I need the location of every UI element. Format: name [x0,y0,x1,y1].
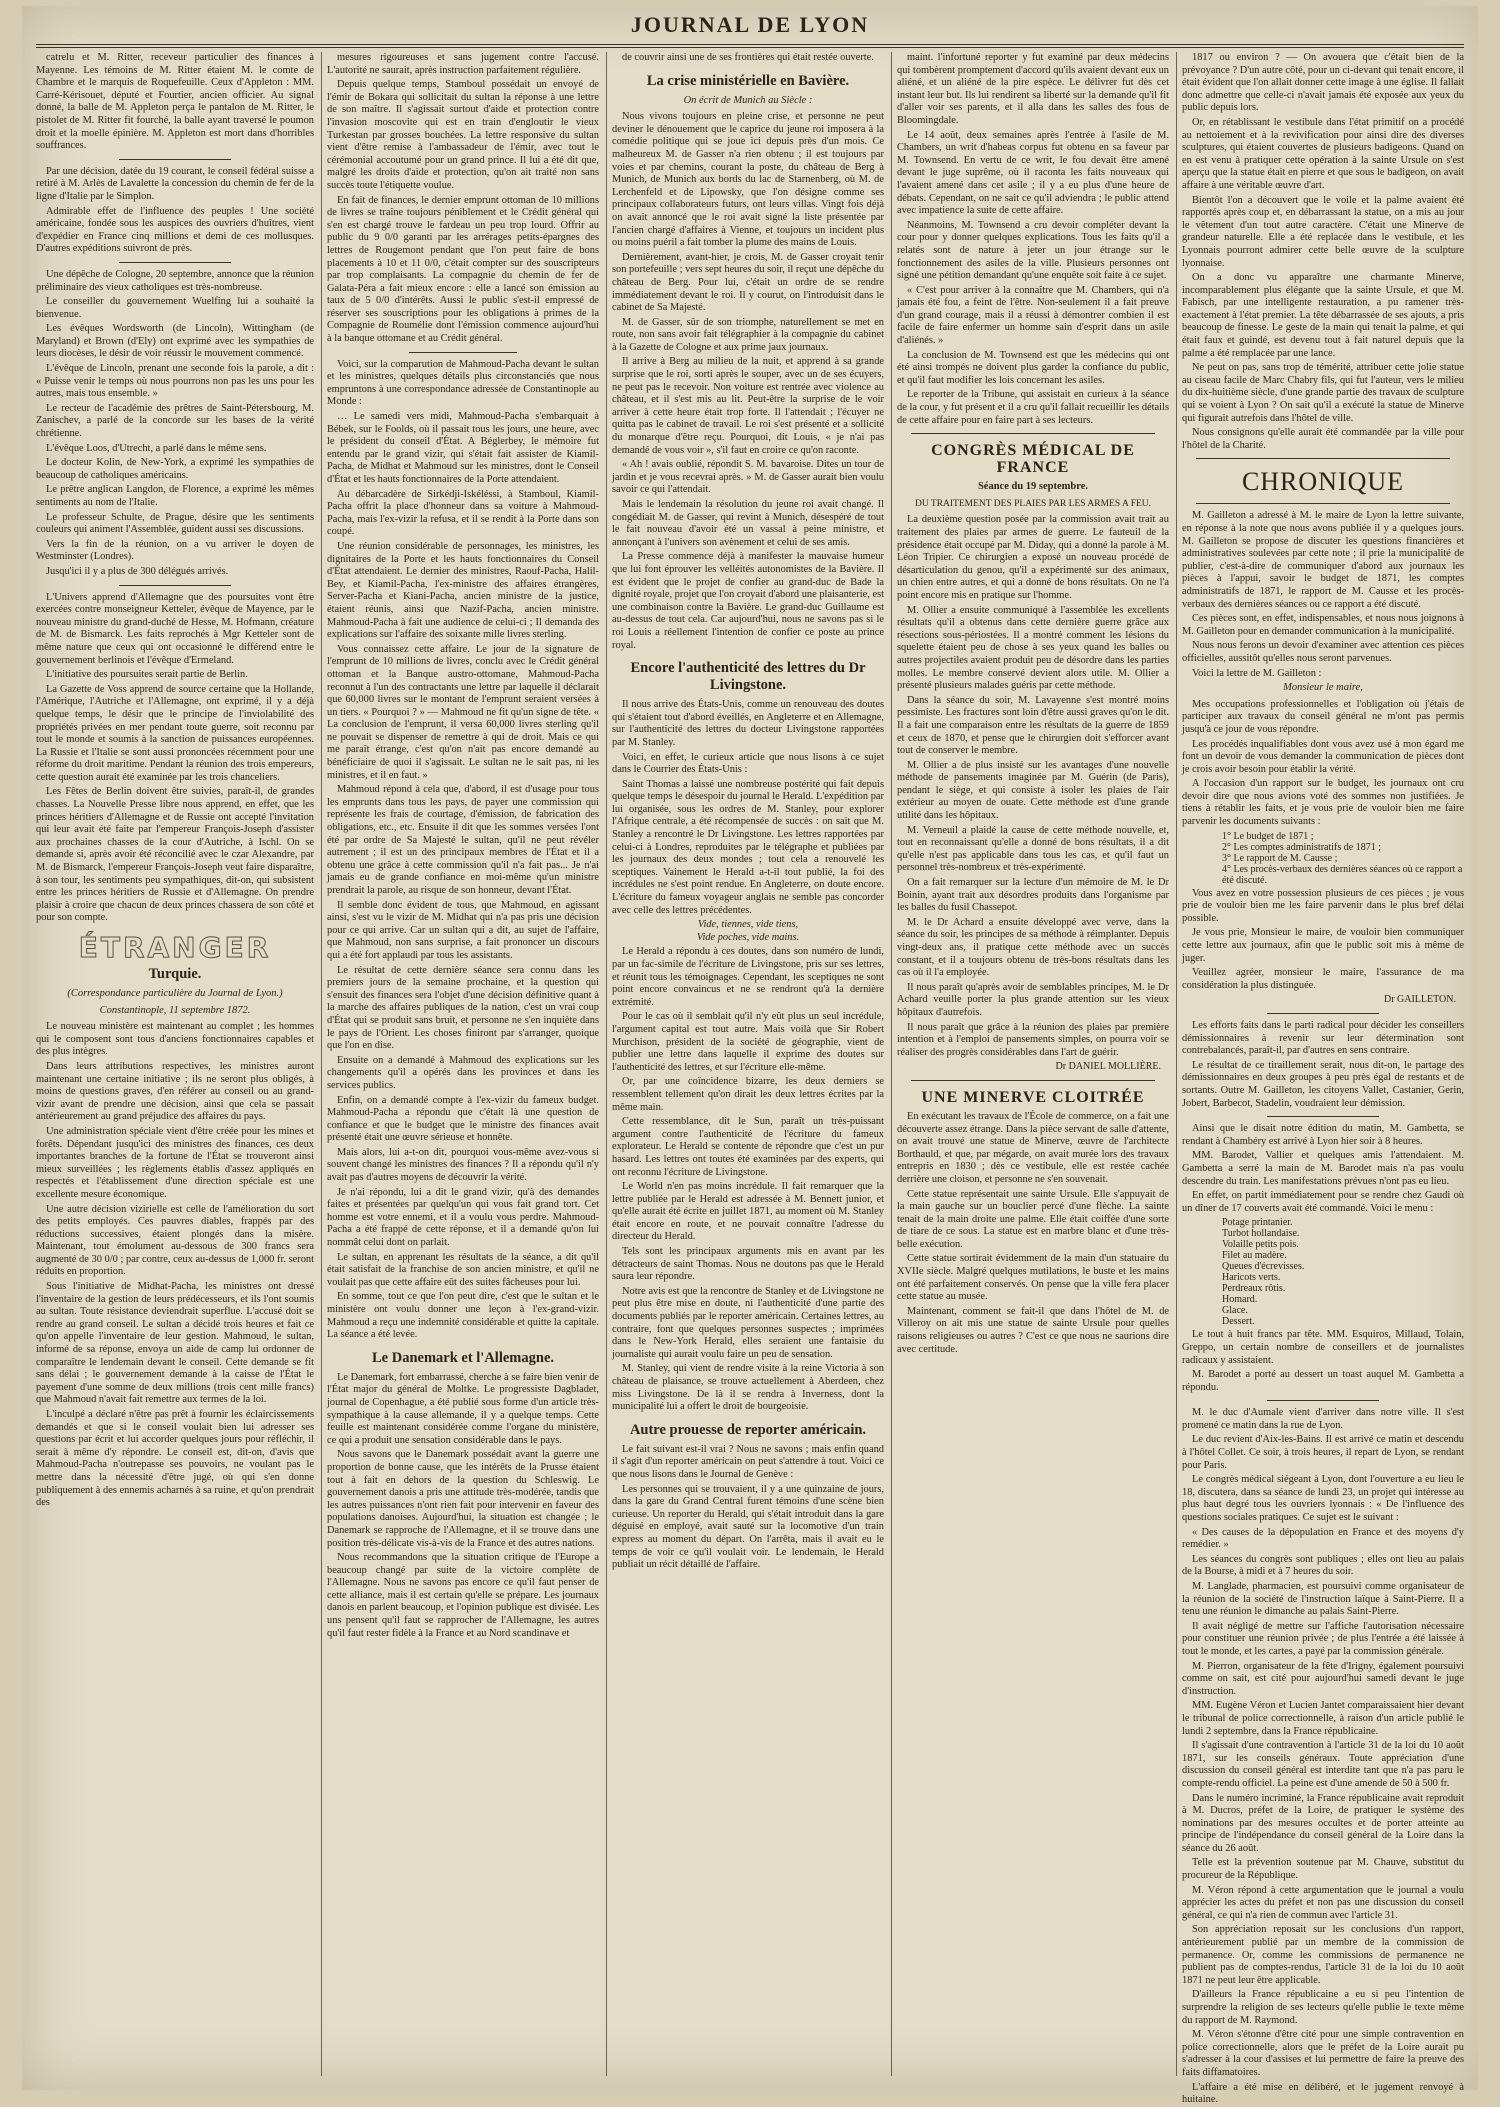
menu-item: Haricots verts. [1222,1272,1281,1284]
article-paragraph: Voici, sur la comparution de Mahmoud-Pacha devant le sultan et les ministres, quelques détails plus circonstanciés que nous empruntons à une correspondance adressée de Constantinople au Monde : [327,358,599,408]
article-paragraph: Nous savons que le Danemark possédait avant la guerre une proportion de bonne cause, que les intérêts de la Prusse étaient tout à fait en dehors de la question du Schleswig. Le gouvernement danois a pris une attitude très-modérée, tandis que les autres puissances n'ont rien fait pour intervenir en faveur des populations danoises. Aujourd'hui, la situation est changée ; le Danemark se rapproche de l'Allemagne, et il se trouve dans une position très-délicate vis-à-vis de la France et des autres nations. [327,1449,599,1549]
section-heading-chronique: CHRONIQUE [1241,467,1405,497]
article-paragraph: « Ah ! avais oublié, répondit S. M. bavaroise. Dites un tour de jardin et je vous recevrai après. » M. de Gasser aurait bien voulu savoir ce qui l'attendait. [612,459,884,496]
article-paragraph: Il nous paraît qu'après avoir de semblables principes, M. le Dr Achard veuille porter la plus grande attention sur les vieux hôpitaux d'autrefois. [897,981,1169,1018]
article-paragraph: Nous vivons toujours en pleine crise, et personne ne peut deviner le dénouement que le caprice du jeune roi imposera à la comédie politique qui se joue ici depuis près d'un mois. Ce malheureux M. de Gasser n'a rien obtenu ; il est toujours par voies et par chemins, courant la poste, du château de Berg à Munich, de Munich aux bords du lac de Starnenberg, où M. de Lerchenfeld et de Lipowsky, que l'on désigne comme ses principaux collaborateurs futurs, ont leurs villas. Vingt fois déjà on avait annoncé que le roi avait signé la liste présentée par l'ancien chargé d'affaires à Vienne, et toujours un incident plus ou moins puéril a fait tomber la plume des mains de Louis. [612,111,884,249]
article-paragraph: Cette statue représentait une sainte Ursule. Elle s'appuyait de la main gauche sur un bouclier percé d'une flèche. La sainte tenait de la main droite une palme. Elle était coiffée d'une sorte de tiare de ce sous. La statue est en marbre blanc et d'une très-belle exécution. [897,1188,1169,1250]
article-paragraph: Le Herald a répondu à ces doutes, dans son numéro de lundi, par un fac-simile de l'écriture de Livingstone, pris sur ses lettres, et réunit tous les témoignages. Cependant, les sceptiques ne sont point encore convaincus et ne se rendront qu'à la dernière extrémité. [612,946,884,1008]
article-paragraph: Néanmoins, M. Townsend a cru devoir compléter devant la cour pour y donner quelques explications. Tous les faits qu'il a relatés sont de nature à jeter un jour étrange sur le fonctionnement des asiles de la ville. Plusieurs personnes ont signé une pétition demandant qu'une enquête soit faite à ce sujet. [897,219,1169,282]
menu-item: Homard. [1222,1294,1258,1306]
article-paragraph: M. Ollier a ensuite communiqué à l'assemblée les excellents résultats qu'il a obtenus dans cette dernière guerre grâce aux résections sous-périostées. Il a montré comment les lésions du squelette étaient peu de chose à ses yeux quand les balles ou autres projectiles avaient produit peu de désordre dans les parties molles. Le membre conservé devient alors utile. M. Ollier a présenté plusieurs malades guéris par cette méthode. [897,604,1169,692]
column-5 [1182,52,1465,2106]
article-paragraph: Son appréciation reposait sur les conclusions d'un rapport, antérieurement publié par un membre de la commission de permanence. Or, comme les commissions de permanence ne publient pas de comptes-rendus, l'article 31 de la loi du 10 août 1871 ne peut leur être applicable. [1182,1924,1464,1986]
article-heading: CONGRÈS MÉDICAL DE FRANCE [931,442,1135,477]
article-heading: Encore l'authenticité des lettres du Dr Livingstone. [630,660,866,694]
article-paragraph: Vous connaissez cette affaire. Le jour de la signature de l'emprunt de 10 millions de livres, conclu avec le Crédit général ottoman et la Banque austro-ottomane, Mahmoud-Pacha reconnut à l'un des contractants une lettre par laquelle il déclarait que 60,000 livres sur le montant de l'emprunt seraient versées à un tiers. « Pourquoi ? » — Mahmoud ne fit qu'un signe de tête. « La conclusion de l'emprunt, il versa 60,000 livres sterling qu'il ne pouvait se dispenser de remettre à qui de droit. Mais ce qui me paraît étrange, c'est qu'on n'ait pas encore demandé au bénéficiaire de quoi il s'agissait. Le sultan ne le sait pas, ni les ministres, et il en faut. » [327,643,599,781]
separator [911,1080,1156,1081]
article-paragraph: La Gazette de Voss apprend de source certaine que la Hollande, l'Amérique, l'Autriche et l'Allemagne, ont exprimé, il y a déjà quelque temps, le désir que le principe de l'inviolabilité des propriétés privées en mer pendant toute guerre, soit reconnu par tout le monde et soumis à la sanction de puissances européennes. La Russie et l'Italie se sont aussi prononcées récemment pour une réforme du droit maritime. Pendant la réunion des trois empereurs, cette question aurait été examinée par les trois chanceliers. [36,683,314,783]
article-paragraph: Le Danemark, fort embarrassé, cherche à se faire bien venir de l'État major du général de Moltke. Le progressiste Dagbladet, journal de Copenhague, a été publié sous forme d'un article très-sympathique à la cause allemande, il y a quelque temps. Cette feuille est maintenant considérée comme l'organe du ministère, ce qui a produit une sensation considérable dans le pays. [327,1371,599,1446]
article-paragraph: Ainsi que le disait notre édition du matin, M. Gambetta, se rendant à Chambéry est arrivé à Lyon hier soir à 8 heures. [1182,1123,1464,1147]
article-paragraph: Le docteur Kolin, de New-York, a exprimé les sympathies de beaucoup de catholiques américains. [36,457,314,481]
article-paragraph: Dernièrement, avant-hier, je crois, M. de Gasser croyait tenir son portefeuille ; vers sept heures du soir, il reçut une dépêche du château de Berg. Pour lui, c'était un ordre de se rendre immédiatement devant le roi. Il y courut, on l'introduisit dans le cabinet de Sa Majesté. [612,251,884,314]
article-paragraph: Or, en rétablissant le vestibule dans l'état primitif on a procédé au nettoiement et à la revivification pour ainsi dire des diverses sculptures, qui étaient couvertes de plusieurs badigeons. Quand on en est venu à pratiquer cette opération à la sainte Ursule on s'est aperçu que la statue était en pierre et que sous le badigeon, on avait affaire à une véritable œuvre d'art. [1182,116,1464,191]
article-paragraph: En somme, tout ce que l'on peut dire, c'est que le sultan et le ministère ont voulu donner une leçon à l'ex-grand-vizir. Mahmoud a reçu une indemnité considérable et quitte la capitale. La séance a été levée. [327,1291,599,1341]
article-paragraph: Enfin, on a demandé compte à l'ex-vizir du fameux budget. Mahmoud-Pacha a répondu que c'était là une question de confiance et que le budget que le ministre des finances avait présenté était une œuvre sérieuse et honnête. [327,1094,599,1144]
article-paragraph: Cette statue sortirait évidemment de la main d'un statuaire du XVIIe siècle. Malgré quelques mutilations, le buste et les mains ont été parfaitement conservés. On pense que la ville fera placer cette statue au musée. [897,1253,1169,1303]
article-paragraph: M. le duc d'Aumale vient d'arriver dans notre ville. Il s'est promené ce matin dans la rue de Lyon. [1182,1407,1464,1431]
list-item: 1° Le budget de 1871 ; [1222,830,1314,842]
article-paragraph: « C'est pour arriver à la connaître que M. Chambers, qui n'a jamais été fou, a feint de l'être. Non-seulement il a fait preuve d'un grand courage, mais il a réussi à démontrer combien il est facile de faire enfermer un homme sain d'esprit dans un asile d'aliénés. » [897,284,1169,347]
article-paragraph: Jusqu'ici il y a plus de 300 délégués arrivés. [46,565,229,577]
article-paragraph: L'initiative des poursuites serait partie de Berlin. [46,669,248,681]
article-heading: Autre prouesse de reporter américain. [629,1421,867,1438]
article-paragraph: Sous l'initiative de Midhat-Pacha, les ministres ont dressé l'inventaire de la gestion de leurs prédécesseurs, et ils l'ont soumis au sultan. Toute résistance deviendrait superflue. L'accusé doit se rendre au grand conseil. Le sultan a décidé trois heures et fait ce qu'on appelle l'inventaire de leur gestion. Mahmoud, le sultan, informé de sa réponse, envoya un aide de camp lui ordonner de comparaître le lendemain devant le conseil. Cette demande se fit sans délai ; le gouvernement demande à la caisse de l'État le payement d'une somme de deux millions (trois cent mille francs) que Mahmoud n'avait fait remettre aux termes de la loi. [36,1281,314,1406]
article-paragraph: Depuis quelque temps, Stamboul possédait un envoyé de l'émir de Bokara qui sollicitait du sultan la réponse à une lettre de son maître. Il s'agissait surtout d'aide et protection contre l'invasion moscovite qui est en train d'engloutir le vieux Turkestan par grosses bouchées. La lettre responsive du sultan vient d'être remise à l'ambassadeur de l'émir, avec tout le cérémonial accoutumé pour un grand prince. Il lui a été dit que, malgré les droits d'aide et protection, qu'on ait traité non sans succès toute l'étiquette voulue. [327,79,599,191]
masthead-title: JOURNAL DE LYON [630,12,870,37]
article-paragraph: Notre avis est que la rencontre de Stanley et de Livingstone ne peut plus être mise en doute, ni l'authenticité d'une partie des documents publiés par le reporter américain. Certaines lettres, au contraire, font que quelques personnes suspectes ; imprimées dans le New-York Herald, elles seraient une fantaisie du journaliste qui aurait voulu faire un peu de sensation. [612,1285,884,1360]
article-heading: La crise ministérielle en Bavière. [646,72,850,89]
article-paragraph: Saint Thomas a laissé une nombreuse postérité qui fait depuis quelque temps le désespoir du journal le Herald. L'expédition par lui organisée, sous les ordres de M. Stanley, pour explorer l'Afrique centrale, a été récompensée de succès : on sait que M. Stanley a rencontré le Dr Livingstone. Les lettres rapportées par celui-ci à Londres, reproduites par le télégraphe et publiées par les journaux des deux mondes ; tout cela a renouvelé les sceptiques. Vainement le Herald a-t-il tout publié, la foi des incrédules ne s'est point rendue. En Angleterre, on doute encore. L'écriture du fameux voyageur anglais ne semble pas concorder avec celle des lettres précédentes. [612,778,884,916]
article-paragraph: Je n'ai répondu, lui a dit le grand vizir, qu'à des demandes faites et présentées par quelqu'un qui vous fait grand tort. Cet homme est votre ennemi, et il a voulu vous perdre. Mahmoud-Pacha a été frappé de cette réponse, et il a demandé qu'on lui nommât celui dont on parlait. [327,1186,599,1249]
article-paragraph: Le conseiller du gouvernement Wuelfing lui a souhaité la bienvenue. [36,296,314,320]
dinner-menu [1182,1217,1464,1327]
letter-salutation: Monsieur le maire, [1283,682,1363,694]
menu-item: Turbot hollandaise. [1222,1228,1300,1240]
article-paragraph: Il nous arrive des États-Unis, comme un renouveau des doutes qui s'étaient tout d'abord éveillés, en Angleterre et en Allemagne, sur l'authenticité des lettres du docteur Livingstone rapportées par M. Stanley. [612,699,884,748]
article-paragraph: MM. Barodet, Vallier et quelques amis l'attendaient. M. Gambetta a serré la main de M. Barodet mais n'a pas voulu descendre du train. Les manifestations prévues n'ont pas eu lieu. [1182,1150,1464,1187]
dateline: Constantinople, 11 septembre 1872. [99,1004,251,1016]
article-paragraph: Il nous paraît que grâce à la réunion des plaies par première intention et à l'emploi de pansements simples, on pourra voir se réaliser des progrès considérables dans l'art de guérir. [897,1021,1169,1058]
article-paragraph: Le prêtre anglican Langdon, de Florence, a exprimé les mêmes sentiments au nom de l'Italie. [36,484,314,508]
article-paragraph: M. Véron répond à cette argumentation que le journal a voulu apprécier les actes du préfet et non pas une discussion du conseil général, ce qui n'a rien de commun avec l'article 31. [1182,1884,1464,1921]
article-paragraph: Le nouveau ministère est maintenant au complet ; les hommes qui le composent sont tous d'anciens fonctionnaires capables et des plus intègres. [36,1021,314,1058]
article-paragraph: Cette ressemblance, dit le Sun, paraît un très-puissant argument contre l'authenticité de l'écriture du fameux explorateur. Le Herald se contente de répondre que c'est un pur hasard. Les lettres ont toutes été examinées par des experts, qui ont reconnu l'écriture de Livingstone. [612,1116,884,1178]
article-paragraph: Le sultan, en apprenant les résultats de la séance, a dit qu'il était satisfait de la franchise de son ancien ministre, et qu'il ne voulait pas que cette affaire eût des suites fâcheuses pour lui. [327,1251,599,1288]
column-divider [891,52,892,2076]
article-paragraph: Pour le cas où il semblait qu'il n'y eût plus un seul incrédule, l'argument capital est tout autre. Mais voilà que Sir Robert Murchison, président de la société de géographie, vient de publier une lettre dans laquelle il exprime des doutes sur l'authenticité des lettres, et sur l'écriture elle-même. [612,1011,884,1073]
column-divider [1176,52,1177,2076]
article-paragraph: Une réunion considérable de personnages, les ministres, les dignitaires de la Porte et les hauts fonctionnaires du Conseil d'État attendaient. Le dernier des ministres, Raouf-Pacha, Halil-Bey, et Kiamil-Pacha, l'ex-ministre des affaires étrangères, Server-Pacha et Kiani-Pacha, ancien ministre de la justice, étaient réunis, ainsi que Nazif-Pacha, ancien ministre. Mahmoud-Pacha à fait une audience de celui-ci ; Il demanda des explications sur l'affaire des soixante mille livres sterling. [327,540,599,641]
article-paragraph: Or, par une coïncidence bizarre, les deux derniers se ressemblent tellement qu'on dirait les deux lettres écrites par la même main. [612,1076,884,1113]
article-paragraph: Le fait suivant est-il vrai ? Nous ne savons ; mais enfin quand il s'agit d'un reporter américain on peut s'attendre à tout. Voici ce que nous lisons dans le Journal de Genève : [612,1443,884,1480]
article-paragraph: Le professeur Schulte, de Prague, désire que les sentiments couleurs qui animent l'Assemblée, guident aussi ses discussions. [36,511,314,536]
article-paragraph: Nous recommandons que la situation critique de l'Europe a beaucoup changé par suite de la victoire complète de l'Allemagne. Nous ne savons pas encore ce qu'il faut penser de cette alliance, mais il est certain qu'elle se prépare. Les journaux danois en parlent beaucoup, et l'opinion publique est divisée. Les uns pensent qu'il faut se rapprocher de l'Allemagne, les autres qu'il faut rester fidèle à la France et au Nord scandinave et [327,1552,599,1639]
article-paragraph: D'ailleurs la France républicaine a eu si peu l'intention de surprendre la religion de ses lecteurs qu'elle publie le texte même du rapport de M. Raymond. [1182,1989,1464,2026]
article-paragraph: On a donc vu apparaître une charmante Minerve, incomparablement plus élégante que la sainte Ursule, et que M. Fabisch, par une intelligente restauration, a pu ramener très-exactement à l'état premier. La tête débarrassée de ses ajouts, a pris beaucoup de finesse. Le geste de la main qui tenait la palme, et qui était faux et guindé, est devenu tout à fait naturel depuis que la palme a été remplacée par une lance. [1182,272,1464,359]
article-paragraph: Le résultat de ce tiraillement serait, nous dit-on, le partage des démissionnaires en deux groupes à peu près égal de restants et de sortants. Outre M. Gailleton, les citoyens Vallet, Castanier, Gerin, Jobert, Barbecot, Stadelin, voudraient leur démission. [1182,1059,1464,1109]
column-divider [606,52,607,2076]
article-paragraph: Le tout à huit francs par tête. MM. Esquiros, Millaud, Tolain, Greppo, un certain nombre de conseillers et de journalistes radicaux y assistaient. [1182,1329,1464,1366]
article-paragraph: mesures rigoureuses et sans jugement contre l'accusé. L'autorité ne saurait, après instruction parfaitement régulière. [327,52,599,76]
document-list [1182,831,1464,886]
article-paragraph: MM. Eugène Véron et Lucien Jantet comparaissaient hier devant le tribunal de police correctionnelle, à raison d'un article publié le lundi 2 septembre, dans la France républicaine. [1182,1700,1464,1737]
article-paragraph: M. Véron s'étonne d'être cité pour une simple contravention en police correctionnelle, alors que le préfet de la Loire aurait pu s'adresser à la cour d'assises et lui permettre de faire la preuve des faits diffamatoires. [1182,2029,1464,2078]
verse-lines: Vide, tiennes, vide tiens, Vide poches, vide mains. [696,919,800,943]
article-paragraph: Mais le lendemain la résolution du jeune roi avait changé. Il congédiait M. de Gasser, qui revint à Munich, désespéré de tout le fait nouveau d'avoir été un vassal à peine ministre, et annonçant à l'univers son avènement et celui de ses amis. [612,499,884,548]
article-paragraph: M. Langlade, pharmacien, est poursuivi comme organisateur de la réunion de la société de l'instruction laïque à Saint-Pierre. Il a tenu une réunion le dimanche au palais Saint-Pierre. [1182,1581,1464,1618]
article-paragraph: catrelu et M. Ritter, receveur particulier des finances à Mayenne. Les témoins de M. Ritter étaient M. le comte de Chambre et le marquis de Roquefeuille. Ceux d'Appleton : MM. Carré-Kérisouet, député et Fourtier, ancien officier. Au signal donné, la balle de M. Appleton perça le pantalon de M. Ritter, le pistolet de M. Ritter fit fourché, la balle ayant traversé le poumon droit et la moelle épinière. M. Appleton est mort dans d'horribles souffrances. [36,52,314,152]
article-subheading: On écrit de Munich au Siècle : [683,94,813,106]
article-paragraph: Bientôt l'on a découvert que le voile et la palme avaient été rapportés après coup et, en débarrassant la statue, on a mis au jour le vêtement d'un tout autre caractère. C'était une Minerve de grandeur naturelle. Elle a été replacée dans le vestibule, et les Lyonnais pourront admirer cette belle œuvre de la sculpture lyonnaise. [1182,194,1464,269]
article-paragraph: Ces pièces sont, en effet, indispensables, et nous nous joignons à M. Gailleton pour en demander communication à la municipalité. [1182,613,1464,637]
menu-item: Volaille petits pois. [1222,1239,1299,1251]
article-paragraph: Il semble donc évident de tous, que Mahmoud, en agissant ainsi, s'est vu le vizir de M. Midhat qui n'a pas pris une décision pour ce qui arrive. Car un sultan qui a dit, au sujet de l'affaire, que Mahmoud, non sans surprise, a fait prononcer un discours qui a été fort applaudi par tous les assistants. [327,899,599,961]
column-2 [327,52,599,2076]
article-paragraph: L'inculpé a déclaré n'être pas prêt à fournir les éclaircissements demandés et que si le conseil voulait bien lui adresser ses questions par écrit et lui accorder quelques jours pour réfléchir, il serait à même d'y répondre. Le conseil est, dit-on, d'avis que Mahmoud-Pacha n'outrepasse ses pouvoirs, ne voulant pas le mettre dans la nécessité d'être jugé, où qui s'en donne publiquement à des ennemis acharnés à sa ruine, et qu'on prendrait des [36,1409,314,1509]
newspaper-page [22,6,1478,2106]
menu-item: Glace. [1222,1305,1248,1317]
column-1 [36,52,314,2076]
article-paragraph: L'évêque Loos, d'Utrecht, a parlé dans le même sens. [46,442,267,454]
article-paragraph: Vers la fin de la réunion, on a vu arriver le doyen de Westminster (Londres). [36,538,314,563]
article-paragraph: Dans le numéro incriminé, la France républicaine avait reproduit à M. Ducros, préfet de la Loire, de pratiquer le système des nominations par des mesures occultes et de porter atteinte au principe de l'indépendance du conseil général de la Loire dans la séance du 26 août. [1182,1792,1464,1854]
article-paragraph: Le duc revient d'Aix-les-Bains. Il est arrivé ce matin et descendu à l'hôtel Collet. Ce soir, à trois heures, il repart de Lyon, se rendant pour Paris. [1182,1434,1464,1471]
separator [119,159,230,160]
article-paragraph: En fait de finances, le dernier emprunt ottoman de 10 millions de livres se traîne toujours péniblement et le Crédit général qui s'en est chargé trouve le fardeau un peu trop lourd. Offrir au public du 9 0/0 garanti par les arrérages petits-épargnes des lettres de Rougemont pendant que l'on peut faire de bons placements à 10 et 11 0/0, c'était compter sur des souscripteurs par trop complaisants. La compagnie du chemin de fer de Galata-Péra a fait mieux encore : elle a lancé son émission au taux de 5 0/0 d'intérêts. Aussi le public s'est-il empressé de réserver ses souscriptions pour les obligations à primes de la Compagnie de Roumélie dont l'émission commence aujourd'hui à la banque ottomane et au Crédit général. [327,194,599,345]
article-paragraph: Veuillez agréer, monsieur le maire, l'assurance de ma considération la plus distinguée. [1182,967,1464,991]
article-paragraph: Il avait négligé de mettre sur l'affiche l'autorisation nécessaire pour constituer une réunion privée ; de plus l'entrée a été laissée à tout le monde, et les cartes, a payé par la commission générale. [1182,1620,1464,1657]
article-paragraph: Nous nous ferons un devoir d'examiner avec attention ces pièces officielles, aussitôt qu'elles nous seront parvenues. [1182,640,1464,664]
article-paragraph: La Presse commence déjà à manifester la mauvaise humeur que lui font éprouver les velléités autonomistes de la Bavière. Il est évident que le projet de confier au grand-duc de Bade la dignité royale, projet que l'on croyait d'abord une plaisanterie, est une combinaison contre la Bavière. Le grand-duc Guillaume est au-dessus de tout cela. Car aujourd'hui, nous ne savons pas si le roi Louis a réellement l'intention de confier ce poste au prince royal. [612,551,884,651]
masthead-rule-2 [36,47,1464,48]
article-paragraph: Mais alors, lui a-t-on dit, pourquoi vous-même avez-vous si souvent changé les ministres des finances ? Il a répondu qu'il n'y avait pas d'autres moyens de découvrir la vérité. [327,1146,599,1184]
article-paragraph: M. Gailleton a adressé à M. le maire de Lyon la lettre suivante, en réponse à la note que nous avons publiée il y a quelques jours. M. Gailleton se propose de discuter les questions financières et administratives soulevées par cette note ; il prie la municipalité de publier, c'est-à-dire de communiquer d'abord aux journaux les pièces à l'appui, savoir le budget de 1871, les comptes administratifs de 1871, le rapport de M. Causse et les procès-verbaux des dernières séances ou ce rapport a été discuté. [1182,510,1464,610]
article-paragraph: M. Stanley, qui vient de rendre visite à la reine Victoria à son château de plaisance, se trouve actuellement à Aberdeen, chez miss Livingstone. De là il se rendra à Inverness, dont la municipalité lui a offert le droit de bourgeoisie. [612,1363,884,1413]
article-paragraph: Maintenant, comment se fait-il que dans l'hôtel de M. de Villeroy on ait mis une statue de sainte Ursule pour quelles raisons religieuses ou autres ? C'est ce que nous ne saurions dire avec certitude. [897,1305,1169,1355]
article-heading: Turquie. [148,966,202,982]
article-paragraph: Le congrès médical siégeant à Lyon, dont l'ouverture a eu lieu le 18, discutera, dans sa séance de lundi 23, un projet qui intéresse au plus haut degré tous les ouvriers lyonnais : « De l'influence des questions sociales pratiques. Ce sujet est le suivant : [1182,1474,1464,1524]
article-paragraph: Les procédés inqualifiables dont vous avez usé à mon égard me font un devoir de vous demander la communication de pièces dont je crois avoir besoin pour établir la vérité. [1182,738,1464,775]
article-paragraph: A l'occasion d'un rapport sur le budget, les journaux ont cru devoir dire que nous avions voté des sommes non justifiées. Je tiens à rétablir les faits, et je vous prie de vouloir bien me faire parvenir les documents suivants : [1182,778,1464,828]
signature: Dr GAILLETON. [1383,994,1456,1006]
separator [119,262,230,263]
menu-item: Perdreaux rôtis. [1222,1283,1286,1295]
article-paragraph: Vous avez en votre possession plusieurs de ces pièces ; je vous prie de vouloir bien me les faire parvenir dans le plus bref délai possible. [1182,887,1464,924]
article-paragraph: 1817 ou environ ? — On avouera que c'était bien de la prévoyance ? D'un autre côté, pour un ci-devant qui tenait encore, il était évident que l'on allait donner cette image à une église. Il fallait donc admettre que celle-ci n'avait jamais été exposée aux yeux du public depuis lors. [1182,52,1465,114]
article-paragraph: M. le Dr Achard a ensuite développé avec verve, dans la séance du soir, les principes de sa méthode à réimplanter. Depuis vingt-deux ans, il pratique cette méthode avec un succès constant, et il a toujours obtenu de très-bons résultats dans les cas où il l'a employée. [897,916,1169,979]
article-paragraph: de couvrir ainsi une de ses frontières qui était restée ouverte. [622,52,874,63]
separator [1267,1400,1380,1401]
article-paragraph: Mahmoud répond à cela que, d'abord, il est d'usage pour tous les emprunts dans tous les pays, de payer une commission qui représente les frais de courtage, d'émission, de fabrication des obligations, etc., etc. Ensuite il dit que les sommes versées l'ont été par ordre de Sa Majesté le sultan, qu'il ne peut révéler autrement ; il est un des principaux membres de l'État et il a obtenu une grâce à cette commission qu'il n'a fait pas... Je n'ai jamais eu de grande confiance en moi-même qu'un ministre prendrait la parole, au risque de son honneur, devant l'État. [327,784,599,896]
article-paragraph: Il arrive à Berg au milieu de la nuit, et apprend à sa grande surprise que le roi, sorti après le souper, avec un de ses écuyers, ne peut pas le recevoir. Non voiture est rentrée avec violence au château, et il s'est mis au lit. Peut-être la surprise de le voir arriver à cette heure était trop forte. Il l'attendait ; l'écuyer ne quitta pas le cabinet de travail. Le roi s'est présenté et a sollicité du monarque d'être reçu. Pourquoi, dit Louis, « je n'ai pas demandé de vous voir », s'il faut en croire ce qu'on raconte. [612,356,884,456]
menu-item: Potage printanier. [1222,1217,1293,1229]
article-paragraph: Le recteur de l'académie des prêtres de Saint-Pétersbourg, M. Zanischev, a parlé de la concorde sur les bases de la vérité chrétienne. [36,402,314,440]
article-paragraph: Par une décision, datée du 19 courant, le conseil fédéral suisse a retiré à M. Arlès de Lavalette la concession du chemin de fer de la ligne d'Italie par le Simplon. [36,165,314,202]
article-paragraph: L'Univers apprend d'Allemagne que des poursuites vont être exercées contre monseigneur Ketteler, évêque de Mayence, par le nouveau ministre du grand-duché de Hesse, M. Hofmann, créature de M. de Bismarck. Les faits reprochés à Mgr Ketteler sont de même nature que ceux qui ont occasionné le différend entre le gouvernement berlinois et l'évêque d'Ermeland. [36,591,314,666]
separator [1196,503,1450,504]
menu-item: Queues d'écrevisses. [1222,1261,1305,1273]
article-paragraph: maint. l'infortuné reporter y fut examiné par deux médecins qui tombèrent promptement d'accord qu'ils avaient devant eux un aliéné, et un aliéné de la pire espèce. Le délivrer fut dès cet instant leur but. Ils lui rendirent sa liberté sur la demande qu'il fit d'aller voir ses parents, et il alla dans les salles des fous de Bloomingdale. [897,52,1169,126]
separator [409,352,518,353]
masthead-rule [36,44,1464,45]
article-paragraph: M. de Gasser, sûr de son triomphe, naturellement se met en route, non sans avoir fait télégraphier à la compagnie du cabinet à la Gazette de Cologne et aux prime jaux journaux. [612,316,884,353]
article-paragraph: L'affaire a été mise en délibéré, et le jugement renvoyé à huitaine. [1182,2081,1464,2106]
article-paragraph: Les personnes qui se trouvaient, il y a une quinzaine de jours, dans la gare du Grand Central furent témoins d'une scène bien curieuse. Un reporter du Herald, qui s'était introduit dans la gare déguisé en employé, avait sauté sur la locomotive d'un train express au moment du départ. On l'arrêta, mais il avait eu le temps de voir ce qu'il voulait voir. Le lendemain, le Herald publiait un récit détaillé de l'affaire. [612,1483,884,1571]
article-paragraph: Les efforts faits dans le parti radical pour décider les conseillers démissionnaires à revenir sur leur détermination sont contrebalancés, paraît-il, par d'autres en sens contraire. [1182,1020,1464,1057]
separator [1267,1013,1380,1014]
column-4 [897,52,1169,2076]
article-heading: UNE MINERVE CLOITRÉE [921,1088,1145,1106]
article-paragraph: Admirable effet de l'influence des peuples ! Une société américaine, fondée sous les auspices des ouvriers d'huîtres, vient d'expédier en France cinq millions et demi de ces mollusques. D'autres expéditions suivront de près. [36,205,314,255]
article-paragraph: M. Ollier a de plus insisté sur les avantages d'une nouvelle méthode de pansements imaginée par M. Guérin (de Paris), pendant le siège, et qui consiste à isoler les plaies de l'air extérieur au moyen de ouate. Cette méthode est d'une grande utilité dans les hôpitaux. [897,759,1169,822]
article-paragraph: Je vous prie, Monsieur le maire, de vouloir bien communiquer cette lettre aux journaux, afin que le public soit mis à même de juger. [1182,927,1464,964]
menu-item: Dessert. [1222,1316,1255,1328]
article-paragraph: Le résultat de cette dernière séance sera connu dans les premiers jours de la semaine prochaine, et la question qui s'ensuit des finances sera l'objet d'une décision définitive quant à la marche des affaires publiques de la nation, c'est un vrai coup d'État qui se produit sans bruit, et personne ne s'en inquiète dans le pays de l'Orient. Les choses finiront par s'arranger, quoique que l'on en dise. [327,964,599,1052]
article-paragraph: En exécutant les travaux de l'École de commerce, on a fait une découverte assez étrange. Dans la pièce servant de salle d'attente, on avait trouvé une statue de Minerve, œuvre de l'architecte Borthauld, et que, par mégarde, on avait murée lors des travaux entrepris en 1830 ; dès ce vestibule, elle est restée cachée derrière une cloison, et personne ne s'en souvenait. [897,1110,1169,1185]
article-paragraph: Mes occupations professionnelles et l'obligation où j'étais de participer aux travaux du conseil général ne m'ont pas permis jusqu'à ce jour de vous répondre. [1182,698,1464,735]
article-paragraph: Il s'agissait d'une contravention à l'article 31 de la loi du 10 août 1871, sur les conseils généraux. Toute appréciation d'une discussion du conseil général est interdite tant que n'a pas paru le compte-rendu officiel. La peine est d'une amende de 50 à 500 fr. [1182,1740,1464,1789]
list-item: 3° Le rapport de M. Causse ; [1222,852,1338,864]
article-paragraph: Voici, en effet, le curieux article que nous lisons à ce sujet dans le Courrier des États-Unis : [612,751,884,776]
column-3 [612,52,884,2076]
article-paragraph: La conclusion de M. Townsend est que les médecins qui ont été ainsi trompés ne doivent plus garder la confiance du public, et qu'il faut modifier les lois concernant les asiles. [897,349,1169,386]
article-paragraph: La deuxième question posée par la commission avait trait au traitement des plaies par armes de guerre. Le fauteuil de la présidence était occupé par M. Diday, qui a donné la parole à M. Léon Tripier. Ce chirurgien a exposé un nouveau procédé de désarticulation du genou, qu'il a expérimenté sur des animaux, un chien entre autres, et qui a donné de bons résultats. On ne l'a point encore mis en pratique sur l'homme. [897,514,1169,601]
article-paragraph: Les séances du congrès sont publiques ; elles ont lieu au palais de la Bourse, à midi et à 7 heures du soir. [1182,1553,1464,1578]
article-paragraph: M. Barodet a porté au dessert un toast auquel M. Gambetta a répondu. [1182,1369,1464,1393]
article-subheading: Séance du 19 septembre. [977,481,1089,493]
article-paragraph: On a fait remarquer sur la lecture d'un mémoire de M. le Dr Boinin, ayant trait aux désordres produits dans l'organisme par les balles du fusil Chassepot. [897,877,1169,914]
separator [1196,458,1450,459]
article-paragraph: Dans la séance du soir, M. Lavayenne s'est montré moins pessimiste. Les fractures sont loin d'être aussi graves qu'on le dit. Il a fait une comparaison entre les résultats de la guerre de 1859 et ceux de 1870, et pense que le chirurgien doit s'efforcer avant tout de conserver le membre. [897,694,1169,757]
article-paragraph: « Des causes de la dépopulation en France et des moyens d'y remédier. » [1182,1526,1464,1551]
article-paragraph: Les Fêtes de Berlin doivent être suivies, paraît-il, de grandes chasses. La Nouvelle Presse libre nous apprend, en effet, que les princes héritiers d'Allemagne et de Russie ont accepté l'invitation qui leur avait été faite par l'empereur François-Joseph d'assister aux prochaines chasses de la cour d'Autriche, à Ischl. On se demande si, après avoir été réconcilié avec le czar Alexandre, par M. de Bismarck, l'empereur François-Joseph veut faire disparaître, à son tour, les sentiments peu sympathiques, dit-on, qui subsistent entre les princes héritiers de Russie et d'Allemagne. On prendre plaisir à croire que chacun de deux princes chassera de son côté et pour son compte. [36,786,314,924]
separator [119,585,230,586]
article-paragraph: Une dépêche de Cologne, 20 septembre, annonce que la réunion préliminaire des vieux catholiques est très-nombreuse. [36,268,314,293]
article-subheading: (Correspondance particulière du Journal de Lyon.) [67,988,283,999]
article-paragraph: Une autre décision vizirielle est celle de l'amélioration du sort des petits employés. Ces pauvres diables, frappés par des réductions successives, étaient plongés dans la misère. Maintenant, tout émolument au-dessous de 300 francs sera augmenté de 30 0/0 ; par contre, ceux au-dessus de 1,000 fr. seront réduits en proportion. [36,1203,314,1278]
separator [911,433,1156,434]
article-paragraph: Les évêques Wordsworth (de Lincoln), Wittingham (de Maryland) et Brown (d'Ely) ont exprimé avec les sympathies de leurs diocèses, le désir de voir réussir le mouvement commencé. [36,323,314,360]
article-paragraph: Le reporter de la Tribune, qui assistait en curieux à la séance de la cour, y fut présent et il a cru qu'il fallait recueillir les détails de cette affaire pour en faire part à ses lecteurs. [897,389,1169,426]
list-item: 2° Les comptes administratifs de 1871 ; [1222,841,1381,853]
article-paragraph: M. Verneuil a plaidé la cause de cette méthode nouvelle, et, tout en reconnaissant qu'elle a donné de bons résultats, il a dit qu'elle n'est pas applicable dans tous les cas, et qu'il faut un personnel très-nombreux et très-expérimenté. [897,824,1169,874]
article-subheading: DU TRAITEMENT DES PLAIES PAR LES ARMES A FEU. [914,498,1152,509]
article-paragraph: Ensuite on a demandé à Mahmoud des explications sur les changements qu'il a opérés dans les provinces et dans les services publics. [327,1054,599,1091]
article-paragraph: Ne peut on pas, sans trop de témérité, attribuer cette jolie statue au ciseau facile de Marc Chabry fils, qui fut l'auteur, vers le milieu du dix-huitième siècle, d'une grande partie des travaux de sculpture qui se voient à Lyon ? On sait qu'il a exécuté la statue de Minerve qui figurait autrefois dans l'hôtel de ville. [1182,362,1464,424]
article-paragraph: M. Pierron, organisateur de la fête d'Irigny, également poursuivi comme on sait, est cité pour aujourd'hui samedi devant le juge d'instruction. [1182,1660,1464,1697]
article-paragraph: Tels sont les principaux arguments mis en avant par les détracteurs de saint Thomas. Nous ne doutons pas que le Herald saura leur répondre. [612,1246,884,1283]
separator [1267,1116,1380,1117]
article-paragraph: … Le samedi vers midi, Mahmoud-Pacha s'embarquait à Bébek, sur le Foolds, où il passait tous les jours, une heure, avec le président du conseil d'État. A Béglerbey, le mémoire fut entendu par le grand vizir, qui s'était fait assister de Kiamil-Pacha, de Midhat et Mahmoud sur les ministres, dont le Conseil d'État et les hauts fonctionnaires de la Porte attendaient. [327,411,599,485]
article-paragraph: Telle est la prévention soutenue par M. Chauve, substitut du procureur de la République. [1182,1857,1464,1882]
signature: Dr DANIEL MOLLIÈRE. [1055,1061,1161,1073]
article-paragraph: En effet, on partit immédiatement pour se rendre chez Gaudi où un dîner de 17 couverts avait été commandé. Voici le menu : [1182,1190,1464,1214]
article-paragraph: Une administration spéciale vient d'être créée pour les mines et forêts. Dépendant jusqu'ici des ministres des finances, ces deux importantes branches de la fortune de l'État se trouveront ainsi mieux surveillées ; les règlements établis d'assez appliqués en respectés et l'établissement d'une direction spéciale est une excellente mesure économique. [36,1125,314,1200]
article-paragraph: Le 14 août, deux semaines après l'entrée à l'asile de M. Chambers, un writ d'habeas corpus fut obtenu en sa faveur par M. Townsend. En vertu de ce writ, le fou devait être amené devant le juge suprême, où il raconta les faits nouveaux qui l'avaient amené dans cet asile ; il y a eu plus d'une heure de débats. Cependant, on ne sait ce qu'il adviendra ; le public attend avec impatience la suite de cette affaire. [897,129,1169,217]
article-paragraph: Nous consignons qu'elle aurait été commandée par la ville pour l'hôtel de la Charité. [1182,427,1464,451]
list-item: 4° Les procès-verbaux des dernières séances où ce rapport a été discuté. [1222,863,1463,886]
article-paragraph: Le World n'en pas moins incrédule. Il fait remarquer que la lettre publiée par le Herald est adressée à M. Bennett junior, et qu'elle aurait été écrite en juillet 1871, au moment où M. Stanley était encore en route, et ne pouvait connaître l'adresse du directeur du Herald. [612,1181,884,1243]
menu-item: Filet au madère. [1222,1250,1287,1262]
article-paragraph: Au débarcadère de Sirkédji-Iskéléssi, à Stamboul, Kiamil-Pacha offrit la place d'honneur dans sa voiture à Mahmoud-Pacha, mais l'ex-vizir la refusa, et il se rendit à la Porte dans son coupé. [327,488,599,538]
article-heading: Le Danemark et l'Allemagne. [371,1349,555,1366]
article-paragraph: Voici la lettre de M. Gailleton : [1192,667,1322,679]
article-paragraph: L'évêque de Lincoln, prenant une seconde fois la parole, a dit : « Puisse venir le temps où nous pourrons non pas les uns pour les autres, mais tous ensemble. » [36,363,314,400]
section-heading-etranger: ÉTRANGER [78,931,272,964]
column-divider [321,52,322,2076]
article-paragraph: Dans leurs attributions respectives, les ministres auront maintenant une certaine initiative ; ils ne seront plus obligés, à moins de questions graves, d'en référer au conseil ou au grand-vizir avant de prendre une décision, ainsi que cela se passait antérieurement au grand préjudice des affaires du pays. [36,1060,314,1123]
